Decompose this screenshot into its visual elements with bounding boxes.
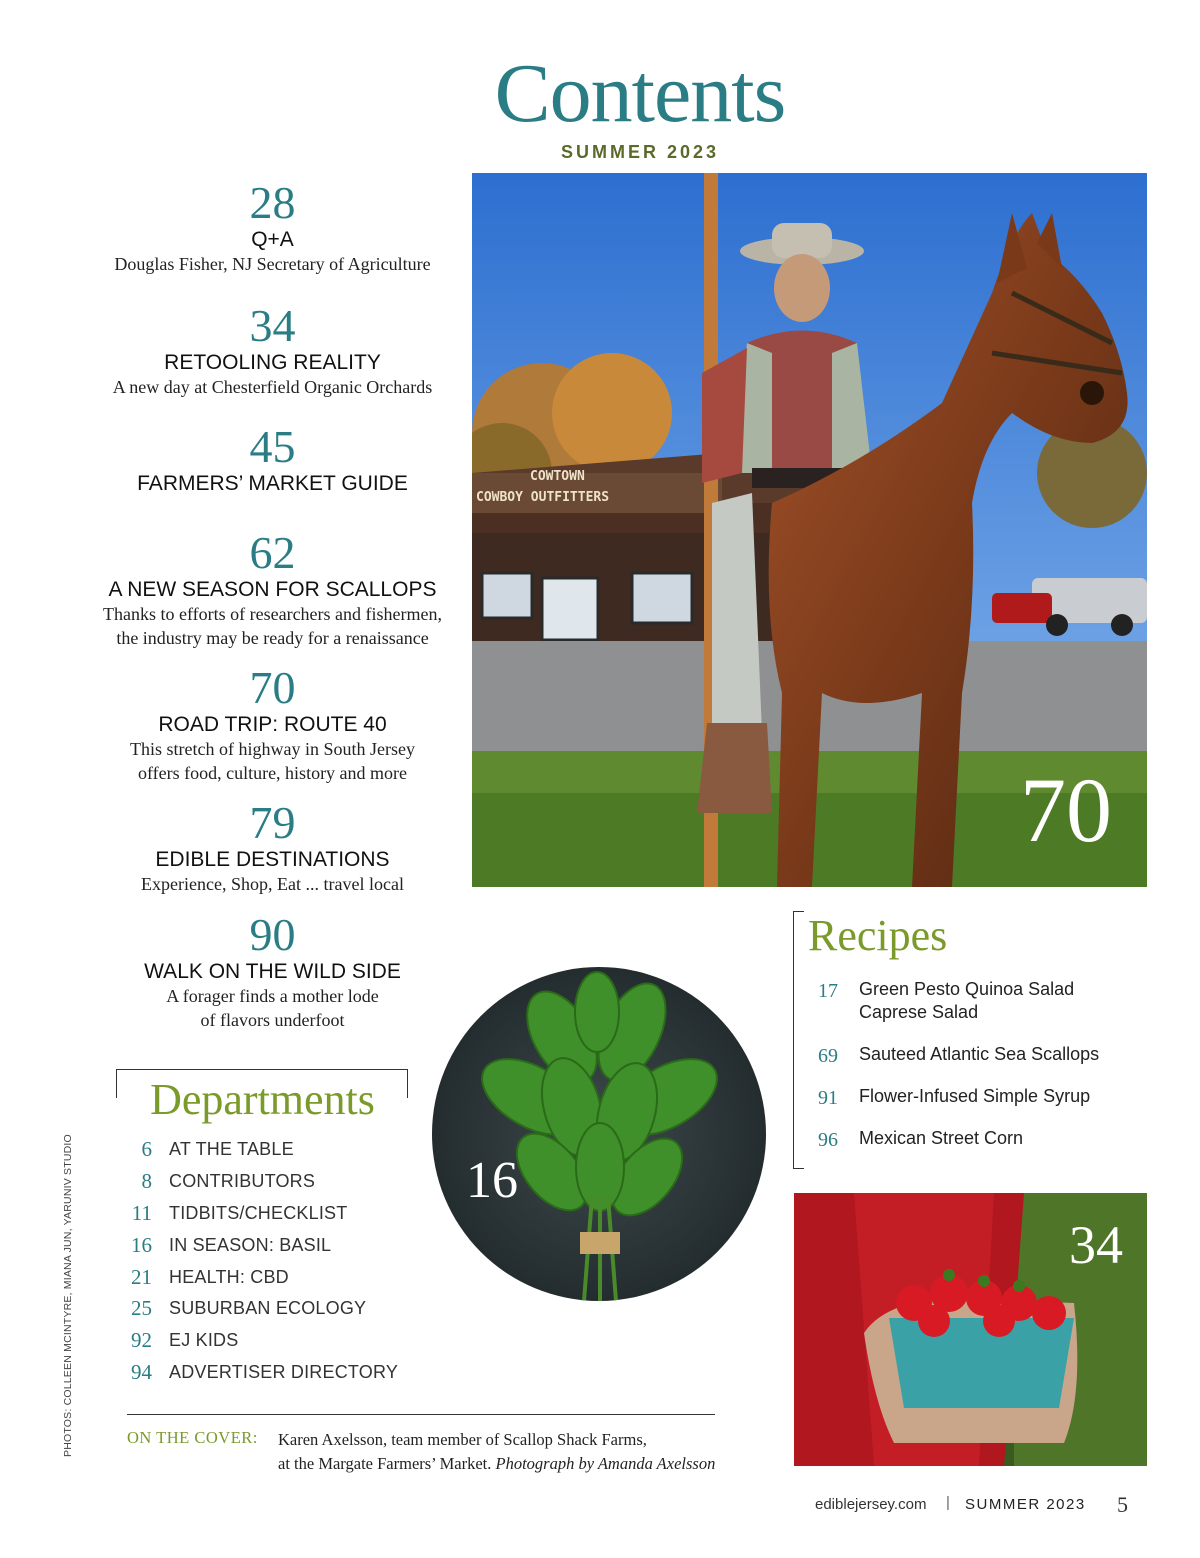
feature-item[interactable]: [70, 300, 475, 399]
feature-description: This stretch of highway in South Jersey: [130, 739, 415, 760]
feature-heading: WALK ON THE WILD SIDE: [144, 960, 401, 983]
recipe-page-number: 96: [818, 1129, 838, 1151]
department-page-number: 6: [141, 1136, 152, 1161]
basil-photo: [432, 967, 766, 1301]
recipe-label: Flower-Infused Simple Syrup: [859, 1086, 1091, 1106]
cover-caption-line: Karen Axelsson, team member of Scallop Shack Farms,: [278, 1430, 647, 1449]
feature-page-number: 34: [249, 300, 296, 351]
department-page-number: 8: [141, 1168, 152, 1193]
feature-item[interactable]: [70, 797, 475, 896]
feature-heading: FARMERS’ MARKET GUIDE: [137, 472, 408, 495]
footer-website[interactable]: ediblejersey.com: [815, 1496, 927, 1513]
page-number: 5: [1117, 1492, 1128, 1517]
department-page-number: 25: [131, 1295, 152, 1320]
department-page-number: 21: [131, 1264, 152, 1289]
feature-item[interactable]: [70, 421, 475, 496]
recipe-item[interactable]: [810, 1043, 1099, 1068]
department-label: EJ KIDS: [169, 1329, 239, 1350]
department-page-number: 16: [131, 1232, 152, 1257]
photo-credits-text: PHOTOS: COLLEEN MCINTYRE, MIANA JUN, YARUNIV STUDIO: [62, 1134, 74, 1457]
cover-divider: [127, 1414, 715, 1415]
photo-page-number: 34: [1069, 1215, 1123, 1275]
departments-title: Departments: [150, 1075, 375, 1124]
recipe-item[interactable]: [810, 978, 1074, 1024]
feature-description: of flavors underfoot: [200, 1010, 345, 1031]
department-item[interactable]: [110, 1357, 398, 1387]
department-label: CONTRIBUTORS: [169, 1170, 316, 1191]
recipe-item[interactable]: [810, 1085, 1090, 1110]
recipe-page-number: 91: [818, 1087, 838, 1109]
department-item[interactable]: [110, 1230, 331, 1260]
feature-heading: A NEW SEASON FOR SCALLOPS: [108, 578, 437, 601]
department-item[interactable]: [110, 1293, 366, 1323]
feature-description: the industry may be ready for a renaissance: [116, 628, 429, 649]
basil-illustration: [432, 967, 766, 1301]
department-item[interactable]: [110, 1325, 238, 1355]
department-page-number: 11: [131, 1200, 152, 1225]
department-item[interactable]: [110, 1198, 347, 1228]
feature-item[interactable]: [70, 662, 475, 786]
feature-page-number: 62: [249, 527, 296, 578]
photo-page-number: 70: [1020, 759, 1112, 861]
department-label: IN SEASON: BASIL: [169, 1234, 332, 1255]
department-label: ADVERTISER DIRECTORY: [169, 1361, 399, 1382]
recipe-page-number: 17: [818, 980, 838, 1002]
feature-item[interactable]: [70, 527, 475, 651]
recipe-page-number: 69: [818, 1045, 838, 1067]
department-page-number: 92: [131, 1327, 152, 1352]
feature-heading: ROAD TRIP: ROUTE 40: [158, 713, 387, 736]
recipes-bracket: [793, 911, 804, 1169]
sign-line-2: COWBOY OUTFITTERS: [476, 490, 610, 505]
cover-photo-credit: Photograph by Amanda Axelsson: [495, 1454, 716, 1473]
feature-page-number: 45: [249, 421, 296, 472]
footer-issue: SUMMER 2023: [965, 1496, 1086, 1513]
feature-heading: RETOOLING REALITY: [164, 351, 381, 374]
feature-heading: EDIBLE DESTINATIONS: [155, 848, 390, 871]
department-item[interactable]: [110, 1166, 315, 1196]
cover-caption-text: at the Margate Farmers’ Market.: [278, 1454, 492, 1473]
cowboy-statue-illustration: [472, 173, 1147, 887]
recipe-line: Green Pesto Quinoa Salad: [859, 979, 1075, 999]
feature-item[interactable]: [70, 909, 475, 1033]
feature-page-number: 28: [249, 177, 296, 228]
cover-caption: [278, 1428, 738, 1476]
department-item[interactable]: [110, 1134, 294, 1164]
department-page-number: 94: [131, 1359, 152, 1384]
recipe-line: Caprese Salad: [859, 1002, 979, 1022]
recipe-label: [859, 978, 1074, 1024]
strawberries-illustration: [794, 1193, 1147, 1466]
photo-credits: [62, 1134, 86, 1460]
recipe-label: Mexican Street Corn: [859, 1128, 1024, 1148]
feature-description: A forager finds a mother lode: [166, 986, 379, 1007]
feature-item[interactable]: [70, 177, 475, 276]
department-label: SUBURBAN ECOLOGY: [169, 1297, 367, 1318]
photo-page-number: 16: [466, 1152, 518, 1209]
sign-line-1: COWTOWN: [530, 469, 585, 484]
feature-description: Thanks to efforts of researchers and fishermen,: [102, 604, 443, 625]
issue-label: SUMMER 2023: [560, 142, 720, 162]
footer-separator: |: [946, 1494, 950, 1511]
recipe-item[interactable]: [810, 1127, 1023, 1152]
cover-caption-line: [278, 1452, 738, 1476]
feature-page-number: 79: [249, 797, 296, 848]
department-item[interactable]: [110, 1262, 289, 1292]
feature-description: Douglas Fisher, NJ Secretary of Agriculture: [114, 254, 431, 275]
recipes-title: Recipes: [808, 911, 948, 960]
feature-description: A new day at Chesterfield Organic Orchards: [112, 377, 433, 398]
cover-label: ON THE COVER:: [127, 1428, 258, 1447]
department-label: AT THE TABLE: [169, 1138, 294, 1159]
department-label: TIDBITS/CHECKLIST: [169, 1202, 348, 1223]
feature-description: Experience, Shop, Eat ... travel local: [141, 874, 404, 895]
department-label: HEALTH: CBD: [169, 1266, 289, 1287]
cowboy-statue-photo: [472, 173, 1147, 887]
recipe-label: Sauteed Atlantic Sea Scallops: [859, 1044, 1100, 1064]
feature-heading: Q+A: [251, 228, 294, 251]
feature-description: offers food, culture, history and more: [137, 763, 408, 784]
feature-page-number: 90: [249, 909, 296, 960]
strawberries-photo: [794, 1193, 1147, 1466]
page-title: Contents: [494, 47, 786, 140]
feature-page-number: 70: [249, 662, 296, 713]
